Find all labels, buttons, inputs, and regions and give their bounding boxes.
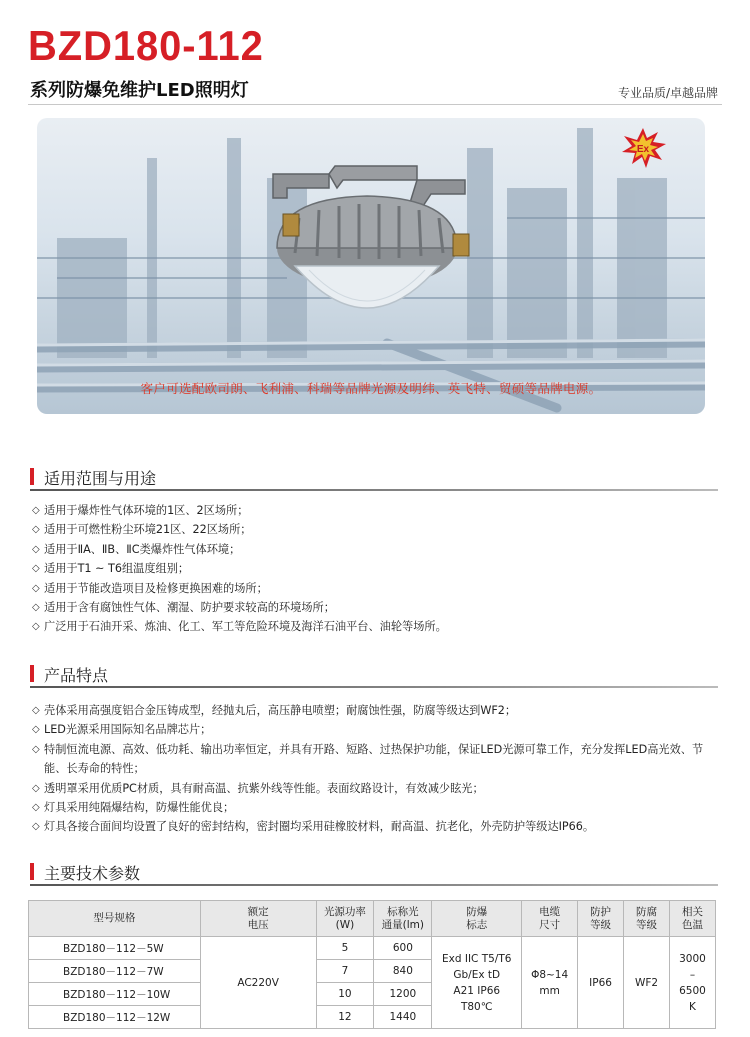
cell-model: BZD180－112－5W (29, 937, 201, 960)
diamond-bullet-icon: ◇ (32, 505, 40, 516)
cell-model: BZD180－112－12W (29, 1006, 201, 1029)
product-subtitle: 系列防爆免维护LED照明灯 (30, 80, 249, 101)
section-marker (30, 468, 34, 485)
section-marker (30, 665, 34, 682)
section-divider (30, 884, 718, 886)
cell-flux: 840 (374, 960, 432, 983)
header-cct: 相关 色温 (669, 901, 715, 937)
section-divider (30, 686, 718, 688)
cell-power: 10 (316, 983, 374, 1006)
cell-ex-mark: Exd IIC T5/T6 Gb/Ex tD A21 IP66 T80℃ (432, 937, 522, 1029)
header-anticorrosion: 防腐 等级 (624, 901, 670, 937)
cell-power: 12 (316, 1006, 374, 1029)
list-item: ◇ 适用于ⅡA、ⅡB、ⅡC类爆炸性气体环境； (32, 540, 722, 559)
list-item: ◇ 灯具各接合面间均设置了良好的密封结构，密封圈均采用硅橡胶材料，耐高温、抗老化，外壳防护等级达IP66。 (32, 817, 722, 836)
cell-flux: 600 (374, 937, 432, 960)
header-divider (28, 104, 722, 105)
list-item: ◇ 灯具采用纯隔爆结构，防爆性能优良； (32, 798, 722, 817)
table-row (29, 937, 716, 960)
list-item: ◇ 适用于含有腐蚀性气体、潮湿、防护要求较高的环境场所； (32, 598, 722, 617)
diamond-bullet-icon: ◇ (32, 543, 40, 555)
header-model: 型号规格 (29, 901, 201, 937)
list-item: ◇ LED光源采用国际知名品牌芯片； (32, 720, 722, 739)
spec-table (28, 900, 716, 1029)
diamond-bullet-icon: ◇ (32, 582, 40, 594)
product-model-title: BZD180-112 (28, 22, 264, 69)
list-item: ◇ 适用于爆炸性气体环境的1区、2区场所； (32, 501, 722, 520)
cell-cct: 3000 – 6500 K (669, 937, 715, 1029)
section-specs-header (30, 860, 718, 884)
cell-power: 5 (316, 937, 374, 960)
list-item: ◇ 特制恒流电源、高效、低功耗、输出功率恒定，并具有开路、短路、过热保护功能，保证LED光源可靠工作，充分发挥LED高光效、节能、长寿命的特性； (32, 740, 722, 779)
cell-anticorrosion: WF2 (624, 937, 670, 1029)
list-item: ◇ 适用于T1 ~ T6组温度组别； (32, 559, 722, 578)
diamond-bullet-icon: ◇ (32, 621, 40, 633)
ex-badge-text: Ex (636, 144, 650, 155)
hero-caption: 客户可选配欧司朗、飞利浦、科瑞等品牌光源及明纬、英飞特、贸硕等品牌电源。 (140, 381, 602, 396)
header-ex-mark: 防爆 标志 (432, 901, 522, 937)
features-list (32, 701, 722, 837)
header-ip: 防护 等级 (578, 901, 624, 937)
cell-flux: 1200 (374, 983, 432, 1006)
diamond-bullet-icon: ◇ (32, 524, 40, 536)
product-hero-image (37, 118, 705, 414)
section-marker (30, 863, 34, 880)
list-item: ◇ 壳体采用高强度铝合金压铸成型，经抛丸后，高压静电喷塑；耐腐蚀性强，防腐等级达到WF2； (32, 701, 722, 720)
cell-flux: 1440 (374, 1006, 432, 1029)
diamond-bullet-icon: ◇ (32, 821, 40, 833)
section-features-title: 产品特点 (44, 666, 109, 685)
cell-voltage: AC220V (200, 937, 316, 1029)
header-flux: 标称光 通量(lm) (374, 901, 432, 937)
header-cable: 电缆 尺寸 (522, 901, 578, 937)
section-scope-header (30, 465, 718, 489)
diamond-bullet-icon: ◇ (32, 743, 40, 755)
section-divider (30, 489, 718, 491)
refinery-lamp-illustration (37, 118, 705, 414)
cell-cable: Φ8~14 mm (522, 937, 578, 1029)
section-scope-title: 适用范围与用途 (44, 469, 157, 488)
header-voltage: 额定 电压 (200, 901, 316, 937)
ex-explosion-proof-icon (620, 128, 666, 168)
list-item: ◇ 适用于可燃性粉尘环境21区、22区场所； (32, 520, 722, 539)
list-item: ◇ 广泛用于石油开采、炼油、化工、军工等危险环境及海洋石油平台、油轮等场所。 (32, 617, 722, 636)
diamond-bullet-icon: ◇ (32, 602, 40, 614)
scope-list (32, 501, 722, 637)
cell-ip: IP66 (578, 937, 624, 1029)
diamond-bullet-icon: ◇ (32, 782, 40, 794)
table-header-row (29, 901, 716, 937)
section-features-header (30, 662, 718, 686)
list-item: ◇ 适用于节能改造项目及检修更换困难的场所； (32, 579, 722, 598)
diamond-bullet-icon: ◇ (32, 724, 40, 736)
cell-model: BZD180－112－7W (29, 960, 201, 983)
diamond-bullet-icon: ◇ (32, 705, 40, 716)
cell-model: BZD180－112－10W (29, 983, 201, 1006)
diamond-bullet-icon: ◇ (32, 802, 40, 814)
list-item: ◇ 透明罩采用优质PC材质，具有耐高温、抗紫外线等性能。表面纹路设计，有效减少眩光； (32, 779, 722, 798)
diamond-bullet-icon: ◇ (32, 563, 40, 575)
header-power: 光源功率 (W) (316, 901, 374, 937)
cell-power: 7 (316, 960, 374, 983)
brand-tagline: 专业品质/卓越品牌 (617, 86, 718, 100)
section-specs-title: 主要技术参数 (44, 864, 141, 883)
